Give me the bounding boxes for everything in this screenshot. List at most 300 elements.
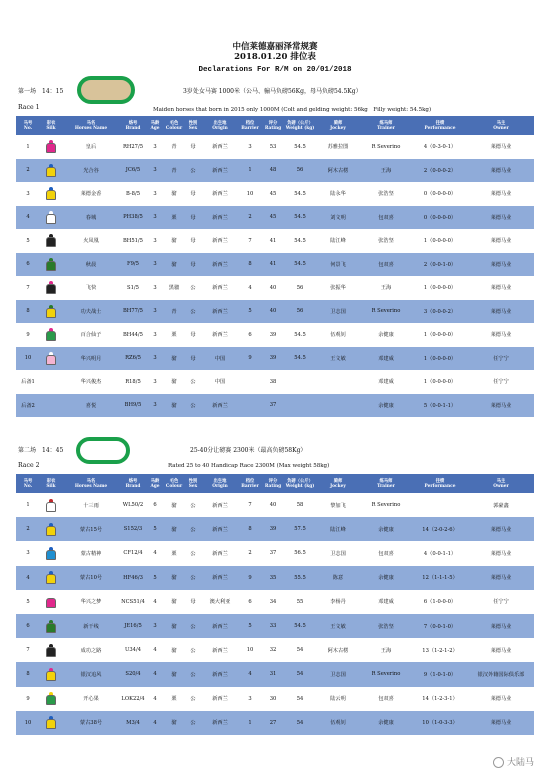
cell-sex: 公 (184, 614, 202, 638)
jockey-silk-icon (46, 668, 56, 681)
cell-trainer: 包双喜 (360, 206, 412, 230)
page-subtitle: Declarations For R/M on 20/01/2018 (198, 66, 352, 74)
silk-cell (40, 566, 62, 590)
cell-horse-name: 光合谷 (62, 159, 120, 183)
cell-rating: 41 (262, 229, 284, 253)
column-header-weight (284, 474, 316, 493)
cell-weight: 54 (284, 711, 316, 735)
cell-barrier: 9 (238, 566, 262, 590)
cell-weight: 54.5 (284, 614, 316, 638)
table-row (16, 300, 534, 324)
cell-jockey: 伍观钊 (316, 711, 360, 735)
silk-cell (40, 590, 62, 614)
cell-rating: 45 (262, 182, 284, 206)
column-header-horse-name (62, 116, 120, 135)
silk-cell (40, 638, 62, 662)
cell-age: 3 (146, 276, 164, 300)
cell-origin: 澳大利亚 (202, 590, 238, 614)
table-row (16, 687, 534, 711)
silk-cap-icon (49, 305, 53, 308)
column-header-jockey (316, 116, 360, 135)
cell-barrier: 10 (238, 638, 262, 662)
cell-jockey: 刘文明 (316, 206, 360, 230)
cell-colour: 栗 (164, 323, 184, 347)
cell-origin: 新西兰 (202, 638, 238, 662)
cell-trainer: 张浩坚 (360, 614, 412, 638)
cell-trainer: 张浩坚 (360, 182, 412, 206)
cell-owner: 莱德马业 (468, 206, 534, 230)
cell-trainer: R Severino (360, 135, 412, 159)
cell-colour: 骝 (164, 517, 184, 541)
cell-brand: BH51/5 (120, 229, 146, 253)
column-header-en: Owner (493, 125, 509, 131)
cell-barrier (238, 394, 262, 418)
column-header-performance (412, 474, 468, 493)
cell-age: 3 (146, 206, 164, 230)
silk-body-icon (46, 623, 56, 633)
cell-brand: S1/5 (120, 276, 146, 300)
column-header-en: No. (23, 125, 33, 131)
cell-colour: 骝 (164, 253, 184, 277)
cell-no: 8 (16, 300, 40, 324)
cell-performance: 10（1-0-3-3） (412, 711, 468, 735)
jockey-silk-icon (46, 499, 56, 512)
column-header-en: Jockey (330, 483, 346, 489)
cell-brand: RH27/5 (120, 135, 146, 159)
cell-brand: U34/4 (120, 638, 146, 662)
silk-cell (40, 159, 62, 183)
cell-performance: 1（0-0-0-0） (412, 276, 468, 300)
cell-origin: 新西兰 (202, 229, 238, 253)
race-1-session: 第一场 14：15 (18, 88, 64, 95)
column-header-performance (412, 116, 468, 135)
cell-barrier: 6 (238, 590, 262, 614)
cell-rating: 35 (262, 566, 284, 590)
cell-origin: 新西兰 (202, 300, 238, 324)
column-header-cn: 往绩 (435, 120, 445, 126)
cell-owner: 莱德马业 (468, 159, 534, 183)
cell-weight: 56 (284, 276, 316, 300)
column-header-weight (284, 116, 316, 135)
cell-no: 4 (16, 206, 40, 230)
column-header-en: Brand (125, 125, 141, 131)
cell-horse-name: 开心果 (62, 687, 120, 711)
cell-rating: 39 (262, 347, 284, 371)
column-header-en: Rating (264, 483, 282, 489)
silk-cell (40, 229, 62, 253)
cell-colour: 骝 (164, 347, 184, 371)
cell-sex: 母 (184, 182, 202, 206)
silk-body-icon (46, 167, 56, 177)
cell-age: 3 (146, 370, 164, 394)
cell-sex: 母 (184, 206, 202, 230)
silk-body-icon (46, 237, 56, 247)
cell-brand: JC6/5 (120, 159, 146, 183)
jockey-silk-icon (46, 258, 56, 271)
cell-horse-name: 华兴明月 (62, 347, 120, 371)
cell-age: 3 (146, 394, 164, 418)
silk-cell (40, 493, 62, 517)
cell-trainer: 王海 (360, 159, 412, 183)
cell-performance: 12（1-1-1-5） (412, 566, 468, 590)
cell-sex: 公 (184, 276, 202, 300)
column-header-en: Brand (125, 483, 141, 489)
silk-cap-icon (49, 187, 53, 190)
cell-performance (412, 493, 468, 517)
cell-owner: 莱德马业 (468, 300, 534, 324)
cell-rating: 40 (262, 493, 284, 517)
cell-owner: 莱德马业 (468, 229, 534, 253)
cell-weight: 55.5 (284, 566, 316, 590)
column-header-trainer (360, 474, 412, 493)
column-header-sex (184, 116, 202, 135)
silk-body-icon (46, 502, 56, 512)
column-header-cn: 出生地 (213, 478, 227, 484)
cell-horse-name: 蒙古38号 (62, 711, 120, 735)
cell-brand: F9/5 (120, 253, 146, 277)
silk-cap-icon (49, 140, 53, 143)
jockey-silk-icon (46, 140, 56, 153)
cell-owner: 莱德马业 (468, 135, 534, 159)
silk-body-icon (46, 143, 56, 153)
cell-rating: 27 (262, 711, 284, 735)
cell-jockey: 黎加飞 (316, 493, 360, 517)
cell-horse-name: 秋晨 (62, 253, 120, 277)
race-2-session: 第二场 14：45 (18, 447, 64, 454)
cell-age: 3 (146, 229, 164, 253)
silk-cell (40, 370, 62, 394)
silk-body-icon (46, 647, 56, 657)
cell-rating: 39 (262, 517, 284, 541)
silk-cap-icon (49, 281, 53, 284)
cell-no: 2 (16, 517, 40, 541)
column-header-cn: 往绩 (435, 478, 445, 484)
cell-sex: 公 (184, 517, 202, 541)
column-header-en: Horses Name (74, 125, 108, 131)
cell-weight (284, 394, 316, 418)
cell-rating: 53 (262, 135, 284, 159)
silk-body-icon (46, 284, 56, 294)
cell-age: 3 (146, 614, 164, 638)
column-header-colour (164, 474, 184, 493)
jockey-silk-icon (46, 187, 56, 200)
cell-colour: 骝 (164, 711, 184, 735)
cell-no: 4 (16, 566, 40, 590)
cell-owner: 任宁宁 (468, 347, 534, 371)
column-header-origin (202, 116, 238, 135)
silk-body-icon (46, 190, 56, 200)
column-header-en: Owner (493, 483, 509, 489)
cell-performance: 6（1-0-0-0） (412, 590, 468, 614)
cell-horse-name: 新干线 (62, 614, 120, 638)
cell-performance: 14（2-0-2-6） (412, 517, 468, 541)
cell-barrier: 10 (238, 182, 262, 206)
table-row (16, 590, 534, 614)
cell-performance: 3（0-0-0-2） (412, 300, 468, 324)
jockey-silk-icon (46, 281, 56, 294)
cell-brand: JE16/5 (120, 614, 146, 638)
jockey-silk-icon (46, 692, 56, 705)
cell-rating: 40 (262, 300, 284, 324)
column-header-cn: 负磅（公斤） (287, 478, 313, 484)
cell-origin: 新西兰 (202, 711, 238, 735)
cell-origin: 新西兰 (202, 517, 238, 541)
cell-brand: PH38/5 (120, 206, 146, 230)
cell-jockey: 伍观钊 (316, 323, 360, 347)
watermark (493, 755, 534, 768)
cell-rating: 34 (262, 590, 284, 614)
cell-barrier: 7 (238, 229, 262, 253)
cell-trainer: R Severino (360, 493, 412, 517)
cell-barrier: 1 (238, 711, 262, 735)
column-header-en: No. (23, 483, 33, 489)
table-row (16, 493, 534, 517)
cell-colour: 骝 (164, 566, 184, 590)
cell-origin: 新西兰 (202, 614, 238, 638)
silk-cap-icon (49, 620, 53, 623)
silk-cell (40, 662, 62, 686)
cell-brand: LOK22/4 (120, 687, 146, 711)
cell-colour: 骝 (164, 662, 184, 686)
cell-barrier: 1 (238, 159, 262, 183)
column-header-trainer (360, 116, 412, 135)
cell-horse-name: 功夫战士 (62, 300, 120, 324)
cell-sex: 母 (184, 229, 202, 253)
race-1-track-icon (77, 76, 135, 104)
cell-brand: B-8/5 (120, 182, 146, 206)
cell-origin: 新西兰 (202, 206, 238, 230)
column-header-cn: 评分 (268, 478, 278, 484)
cell-owner: 莱德马业 (468, 614, 534, 638)
cell-barrier: 5 (238, 614, 262, 638)
column-header-cn: 彩衣 (46, 120, 56, 126)
jockey-silk-icon (46, 595, 56, 608)
column-header-silk (40, 474, 62, 493)
cell-age: 4 (146, 687, 164, 711)
column-header-cn: 马名 (86, 120, 96, 126)
column-header-en: Age (150, 125, 160, 131)
column-header-age (146, 474, 164, 493)
column-header-en: Barrier (241, 125, 259, 131)
cell-jockey: 李杨丹 (316, 590, 360, 614)
column-header-cn: 马号 (23, 478, 33, 484)
table-row (16, 638, 534, 662)
column-header-cn: 性别 (188, 478, 198, 484)
cell-weight: 54 (284, 638, 316, 662)
cell-no: 7 (16, 638, 40, 662)
cell-age: 4 (146, 590, 164, 614)
cell-brand: M3/4 (120, 711, 146, 735)
race-1-desc-en: Maiden horses that born in 2015 only 1000M (Colt and gelding weight: 56kg Filly weight: 54.5kg) (153, 107, 432, 113)
cell-trainer: 张浩坚 (360, 229, 412, 253)
cell-trainer: 包双喜 (360, 687, 412, 711)
silk-body-icon (46, 695, 56, 705)
cell-horse-name: 华兴俊杰 (62, 370, 120, 394)
cell-origin: 新西兰 (202, 566, 238, 590)
cell-performance: 9（1-0-1-0） (412, 662, 468, 686)
cell-no: 6 (16, 253, 40, 277)
cell-colour: 骝 (164, 614, 184, 638)
race-2-table (16, 474, 534, 735)
silk-body-icon (46, 331, 56, 341)
jockey-silk-icon (46, 164, 56, 177)
silk-cap-icon (49, 595, 53, 598)
column-header-en: Age (150, 483, 160, 489)
column-header-cn: 练马师 (379, 478, 393, 484)
cell-owner: 任宁宁 (468, 370, 534, 394)
cell-horse-name: 春城 (62, 206, 120, 230)
cell-brand: S152/3 (120, 517, 146, 541)
jockey-silk-icon (46, 305, 56, 318)
cell-barrier (238, 370, 262, 394)
cell-age: 4 (146, 711, 164, 735)
table-header-row (16, 116, 534, 135)
cell-trainer: R Severino (360, 662, 412, 686)
silk-body-icon (46, 719, 56, 729)
cell-colour: 骝 (164, 638, 184, 662)
cell-sex: 公 (184, 159, 202, 183)
table-row (16, 159, 534, 183)
cell-horse-name: 莱德金香 (62, 182, 120, 206)
silk-cell (40, 300, 62, 324)
cell-sex: 母 (184, 323, 202, 347)
cell-barrier: 8 (238, 253, 262, 277)
cell-trainer: 王海 (360, 638, 412, 662)
column-header-en: Colour (165, 125, 183, 131)
jockey-silk-icon (46, 234, 56, 247)
cell-colour: 骝 (164, 229, 184, 253)
cell-rating: 39 (262, 323, 284, 347)
cell-owner: 银汉外籍国际俱乐部 (468, 662, 534, 686)
column-header-brand (120, 116, 146, 135)
silk-cell (40, 276, 62, 300)
cell-trainer: 邓建威 (360, 590, 412, 614)
column-header-cn: 马主 (496, 120, 506, 126)
column-header-en: Trainer (377, 125, 395, 131)
cell-rating: 41 (262, 253, 284, 277)
jockey-silk-icon (46, 571, 56, 584)
cell-trainer: 王海 (360, 276, 412, 300)
cell-barrier: 5 (238, 300, 262, 324)
column-header-no (16, 116, 40, 135)
cell-performance: 0（0-0-0-0） (412, 182, 468, 206)
silk-body-icon (46, 214, 56, 224)
cell-colour: 骝 (164, 394, 184, 418)
cell-jockey (316, 394, 360, 418)
silk-cap-icon (49, 547, 53, 550)
cell-trainer: R Severino (360, 300, 412, 324)
cell-trainer: 余健康 (360, 517, 412, 541)
silk-body-icon (46, 671, 56, 681)
wechat-icon (493, 757, 504, 768)
cell-origin: 新西兰 (202, 276, 238, 300)
silk-cap-icon (49, 716, 53, 719)
silk-body-icon (46, 308, 56, 318)
silk-cap-icon (49, 234, 53, 237)
cell-sex: 母 (184, 253, 202, 277)
silk-cap-icon (49, 328, 53, 331)
silk-cell (40, 323, 62, 347)
cell-owner: 莱德马业 (468, 687, 534, 711)
cell-weight: 55 (284, 590, 316, 614)
cell-weight: 56 (284, 300, 316, 324)
cell-jockey: 陆江峰 (316, 517, 360, 541)
column-header-cn: 彩衣 (46, 478, 56, 484)
cell-rating: 40 (262, 276, 284, 300)
cell-sex: 公 (184, 662, 202, 686)
column-header-cn: 评分 (268, 120, 278, 126)
cell-age: 3 (146, 135, 164, 159)
cell-brand: NCS51/4 (120, 590, 146, 614)
cell-owner: 莱德马业 (468, 394, 534, 418)
cell-rating: 31 (262, 662, 284, 686)
cell-barrier: 7 (238, 493, 262, 517)
column-header-en: Origin (212, 125, 228, 131)
cell-origin: 新西兰 (202, 159, 238, 183)
column-header-cn: 马主 (496, 478, 506, 484)
jockey-silk-icon (46, 211, 56, 224)
cell-colour: 骝 (164, 182, 184, 206)
cell-jockey: 陆云明 (316, 687, 360, 711)
cell-origin: 新西兰 (202, 394, 238, 418)
column-header-brand (120, 474, 146, 493)
column-header-en: Trainer (377, 483, 395, 489)
table-row (16, 182, 534, 206)
cell-no: 1 (16, 135, 40, 159)
cell-colour: 黑骝 (164, 276, 184, 300)
cell-horse-name: 皇后 (62, 135, 120, 159)
cell-origin: 新西兰 (202, 493, 238, 517)
column-header-jockey (316, 474, 360, 493)
cell-sex: 公 (184, 493, 202, 517)
table-row (16, 517, 534, 541)
cell-no: 9 (16, 323, 40, 347)
column-header-en: Weight (kg) (285, 483, 315, 489)
cell-weight (284, 370, 316, 394)
cell-weight: 56 (284, 159, 316, 183)
cell-jockey: 何景飞 (316, 253, 360, 277)
cell-jockey: 陆江峰 (316, 229, 360, 253)
silk-cap-icon (49, 164, 53, 167)
cell-sex: 母 (184, 347, 202, 371)
column-header-cn: 毛色 (169, 478, 179, 484)
cell-jockey: 阿木古楞 (316, 159, 360, 183)
silk-cell (40, 253, 62, 277)
cell-sex: 母 (184, 135, 202, 159)
table-row (16, 206, 534, 230)
jockey-silk-icon (46, 620, 56, 633)
cell-origin: 新西兰 (202, 541, 238, 565)
column-header-cn: 骑师 (333, 120, 343, 126)
cell-barrier: 3 (238, 135, 262, 159)
silk-body-icon (46, 574, 56, 584)
column-header-en: Sex (188, 483, 198, 489)
silk-cap-icon (49, 352, 53, 355)
cell-sex: 公 (184, 687, 202, 711)
cell-weight: 54.5 (284, 323, 316, 347)
column-header-en: Horses Name (74, 483, 108, 489)
cell-no: 后备1 (16, 370, 40, 394)
column-header-barrier (238, 116, 262, 135)
race-1-table (16, 116, 534, 417)
cell-barrier: 3 (238, 687, 262, 711)
cell-jockey: 苏雅拉图 (316, 135, 360, 159)
column-header-en: Performance (424, 125, 456, 131)
cell-horse-name: 十三雨 (62, 493, 120, 517)
column-header-en: Performance (424, 483, 456, 489)
race-2-label: Race 2 (18, 462, 40, 469)
cell-barrier: 8 (238, 517, 262, 541)
